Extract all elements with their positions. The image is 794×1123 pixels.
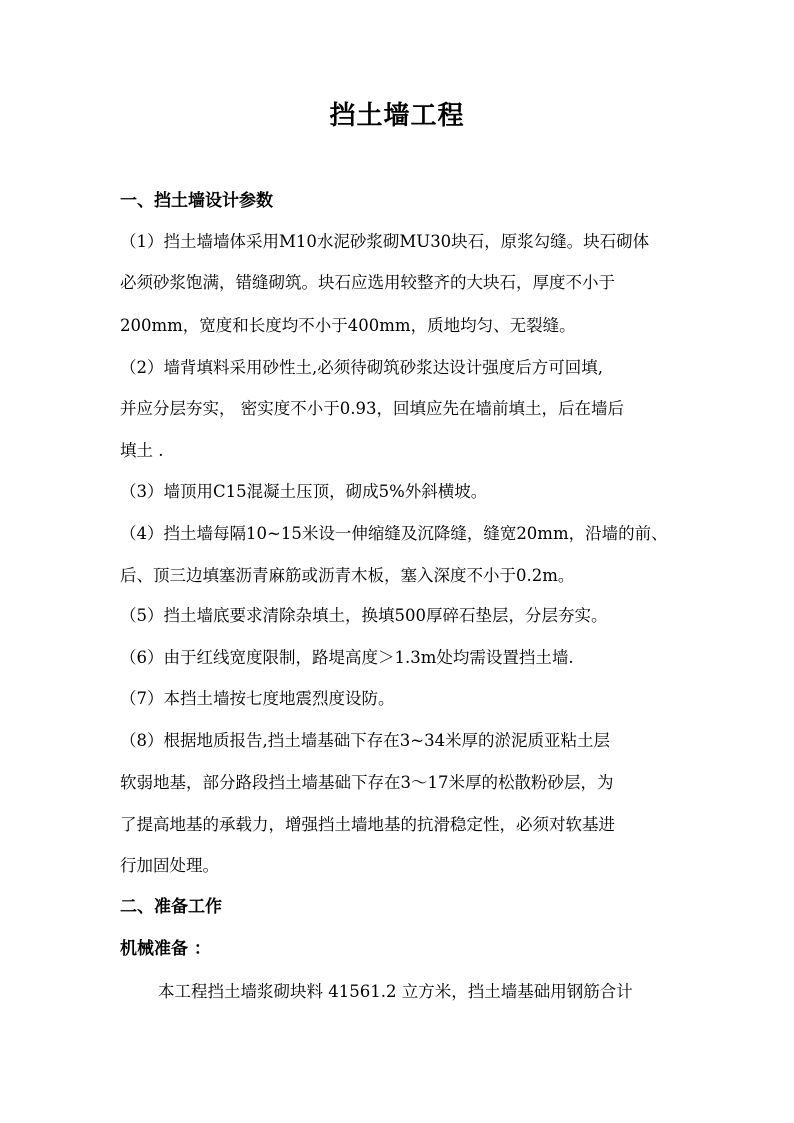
section-heading-preparation: 二、准备工作 bbox=[120, 897, 222, 917]
body-line: 200mm，宽度和长度均不小于400mm，质地均匀、无裂缝。 bbox=[120, 316, 576, 335]
subheading-machinery: 机械准备 ： bbox=[120, 939, 211, 959]
body-line: （7）本挡土墙按七度地震烈度设防。 bbox=[120, 689, 395, 708]
section-heading-design-params: 一、挡土墙设计参数 bbox=[120, 191, 273, 211]
body-line: 必须砂浆饱满，错缝砌筑。块石应选用较整齐的大块石，厚度不小于 bbox=[120, 273, 615, 292]
body-line: （6）由于红线宽度限制，路堤高度＞1.3m处均需设置挡土墙. bbox=[120, 648, 574, 667]
body-line: （8）根据地质报告,挡土墙基础下存在3~34米厚的淤泥质亚粘土层 bbox=[120, 731, 611, 750]
page-title: 挡土墙工程 bbox=[329, 101, 465, 131]
body-line: （4）挡土墙每隔10~15米设一伸缩缝及沉降缝，缝宽20mm，沿墙的前、 bbox=[120, 524, 668, 543]
body-line: 行加固处理。 bbox=[120, 856, 219, 875]
body-paragraph: 本工程挡土墙浆砌块料 41561.2 立方米，挡土墙基础用钢筋合计 bbox=[158, 982, 633, 1001]
body-line: （3）墙顶用C15混凝土压顶，砌成5%外斜横坡。 bbox=[120, 482, 488, 501]
body-line: 并应分层夯实， 密实度不小于0.93，回填应先在墙前填土，后在墙后 bbox=[120, 399, 624, 418]
body-line: 软弱地基，部分路段挡土墙基础下存在3～17米厚的松散粉砂层，为 bbox=[120, 773, 614, 792]
body-line: 了提高地基的承载力，增强挡土墙地基的抗滑稳定性，必须对软基进 bbox=[120, 815, 615, 834]
body-line: （5）挡土墙底要求清除杂填土，换填500厚碎石垫层，分层夯实。 bbox=[120, 606, 608, 625]
body-line: 填土 . bbox=[120, 441, 164, 460]
body-line: 后、顶三边填塞沥青麻筋或沥青木板，塞入深度不小于0.2m。 bbox=[120, 566, 575, 585]
body-line: （1）挡土墙墙体采用M10水泥砂浆砌MU30块石，原浆勾缝。块石砌体 bbox=[120, 232, 650, 251]
body-line: （2）墙背填料采用砂性土,必须待砌筑砂浆达设计强度后方可回填, bbox=[120, 358, 603, 377]
